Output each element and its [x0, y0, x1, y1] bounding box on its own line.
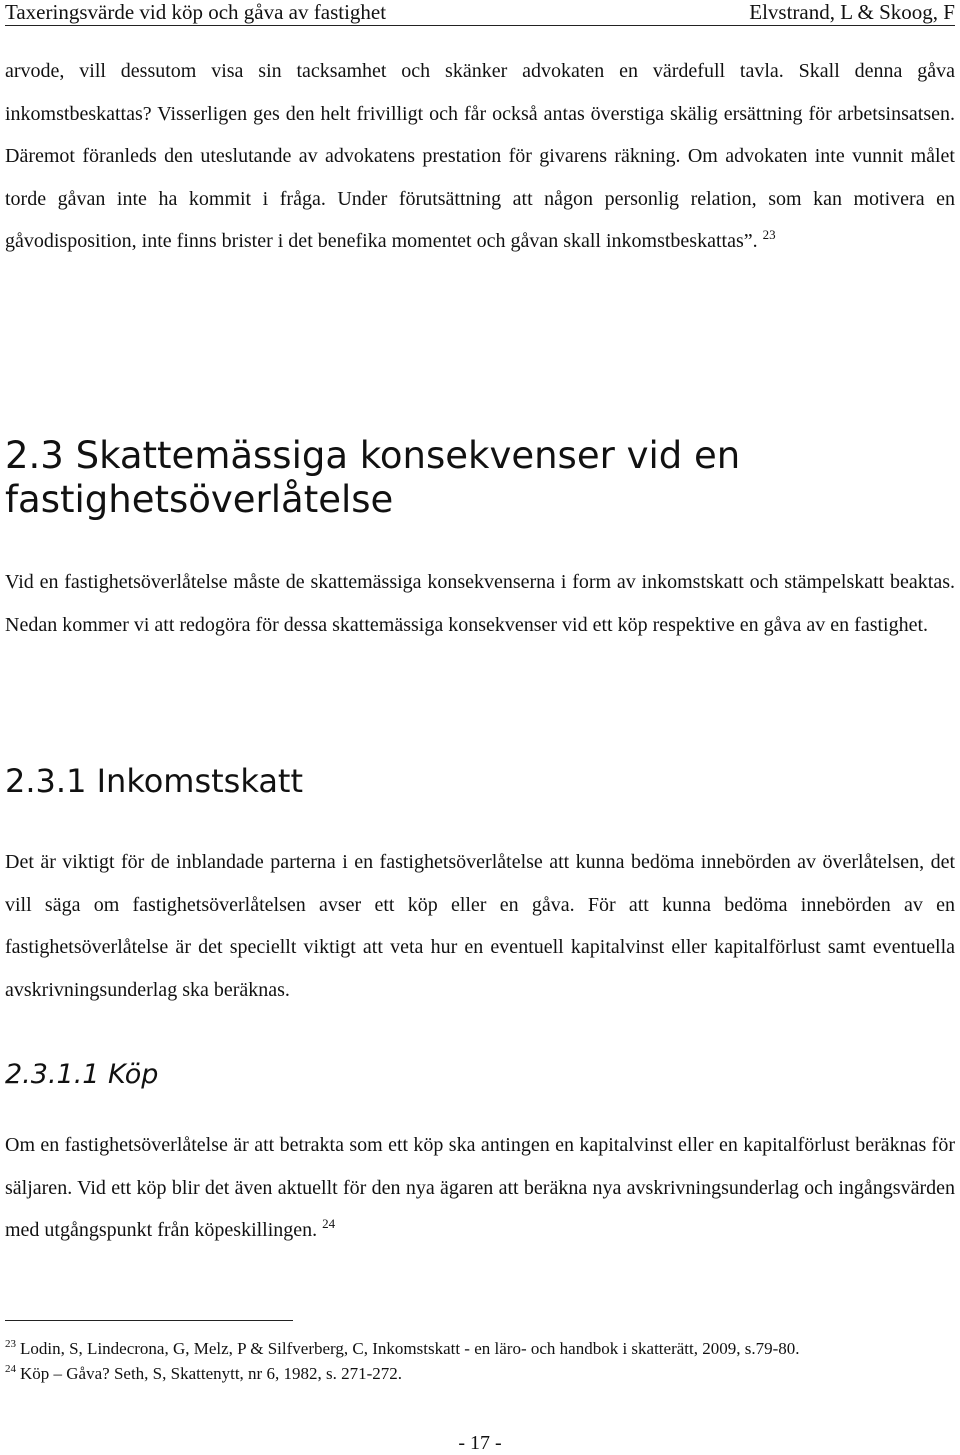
header-title: Taxeringsvärde vid köp och gåva av fastighet: [5, 0, 387, 24]
header-authors: Elvstrand, L & Skoog, F: [749, 0, 955, 24]
footnote-separator: [5, 1320, 293, 1321]
section-heading-2-3-1-1: 2.3.1.1 Köp: [5, 1059, 159, 1090]
paragraph-section-2-3-1-1: [5, 1124, 955, 1252]
section-heading-2-3: 2.3 Skattemässiga konsekvenser vid en fastighetsöverlåtelse: [5, 434, 741, 521]
paragraph-text: arvode, vill dessutom visa sin tacksamhet och skänker advokaten en värdefull tavla. Skall denna gåva inkomstbeskattas? Visserligen ges den helt frivilligt och får också antas överstiga skälig ersättning för arbetsinsatsen. Däremot föranleds den uteslutande av advokatens prestation för givarens räkning. Om advokaten inte vunnit målet torde gåvan inte ha kommit i fråga. Under förutsättning att någon personlig relation, som kan motivera en gåvodisposition, inte finns brister i det benefika momentet och gåvan skall inkomstbeskattas”.: [5, 60, 955, 252]
paragraph-advokat-example: [5, 50, 955, 263]
paragraph-section-2-3: Vid en fastighetsöverlåtelse måste de skattemässiga konsekvenserna i form av inkomstskatt och stämpelskatt beaktas. Nedan kommer vi att redogöra för dessa skattemässiga konsekvenser vid ett köp respektive en gåva av en fastighet.: [5, 571, 955, 636]
section-heading-2-3-1: 2.3.1 Inkomstskatt: [5, 762, 304, 800]
footnote-number: 24: [5, 1363, 16, 1375]
page-number: - 17 -: [458, 1432, 502, 1454]
footnote-text: Lodin, S, Lindecrona, G, Melz, P & Silfverberg, C, Inkomstskatt - en läro- och handbok i skatterätt, 2009, s.79-80.: [20, 1339, 800, 1358]
running-header: [5, 0, 955, 26]
footnote-text: Köp – Gåva? Seth, S, Skattenytt, nr 6, 1982, s. 271-272.: [20, 1364, 402, 1383]
footnote-number: 23: [5, 1338, 16, 1350]
paragraph-text: Om en fastighetsöverlåtelse är att betrakta som ett köp ska antingen en kapitalvinst eller en kapitalförlust beräknas för säljaren. Vid ett köp blir det även aktuellt för den nya ägaren att beräkna nya avskrivningsunderlag och ingångsvärden med utgångspunkt från köpeskillingen.: [5, 1134, 955, 1241]
footnote-23: [5, 1338, 955, 1359]
paragraph-section-2-3-1: Det är viktigt för de inblandade parterna i en fastighetsöverlåtelse att kunna bedöma innebörden av överlåtelsen, det vill säga om fastighetsöverlåtelsen avser ett köp eller en gåva. För att kunna bedöma innebörden av en fastighetsöverlåtelse är det speciellt viktigt att veta hur en eventuell kapitalvinst eller kapitalförlust samt eventuella avskrivningsunderlag ska beräknas.: [5, 851, 955, 1001]
footnote-24: [5, 1363, 955, 1384]
footnote-ref-23: 23: [762, 227, 776, 242]
footnote-ref-24: 24: [322, 1216, 336, 1231]
